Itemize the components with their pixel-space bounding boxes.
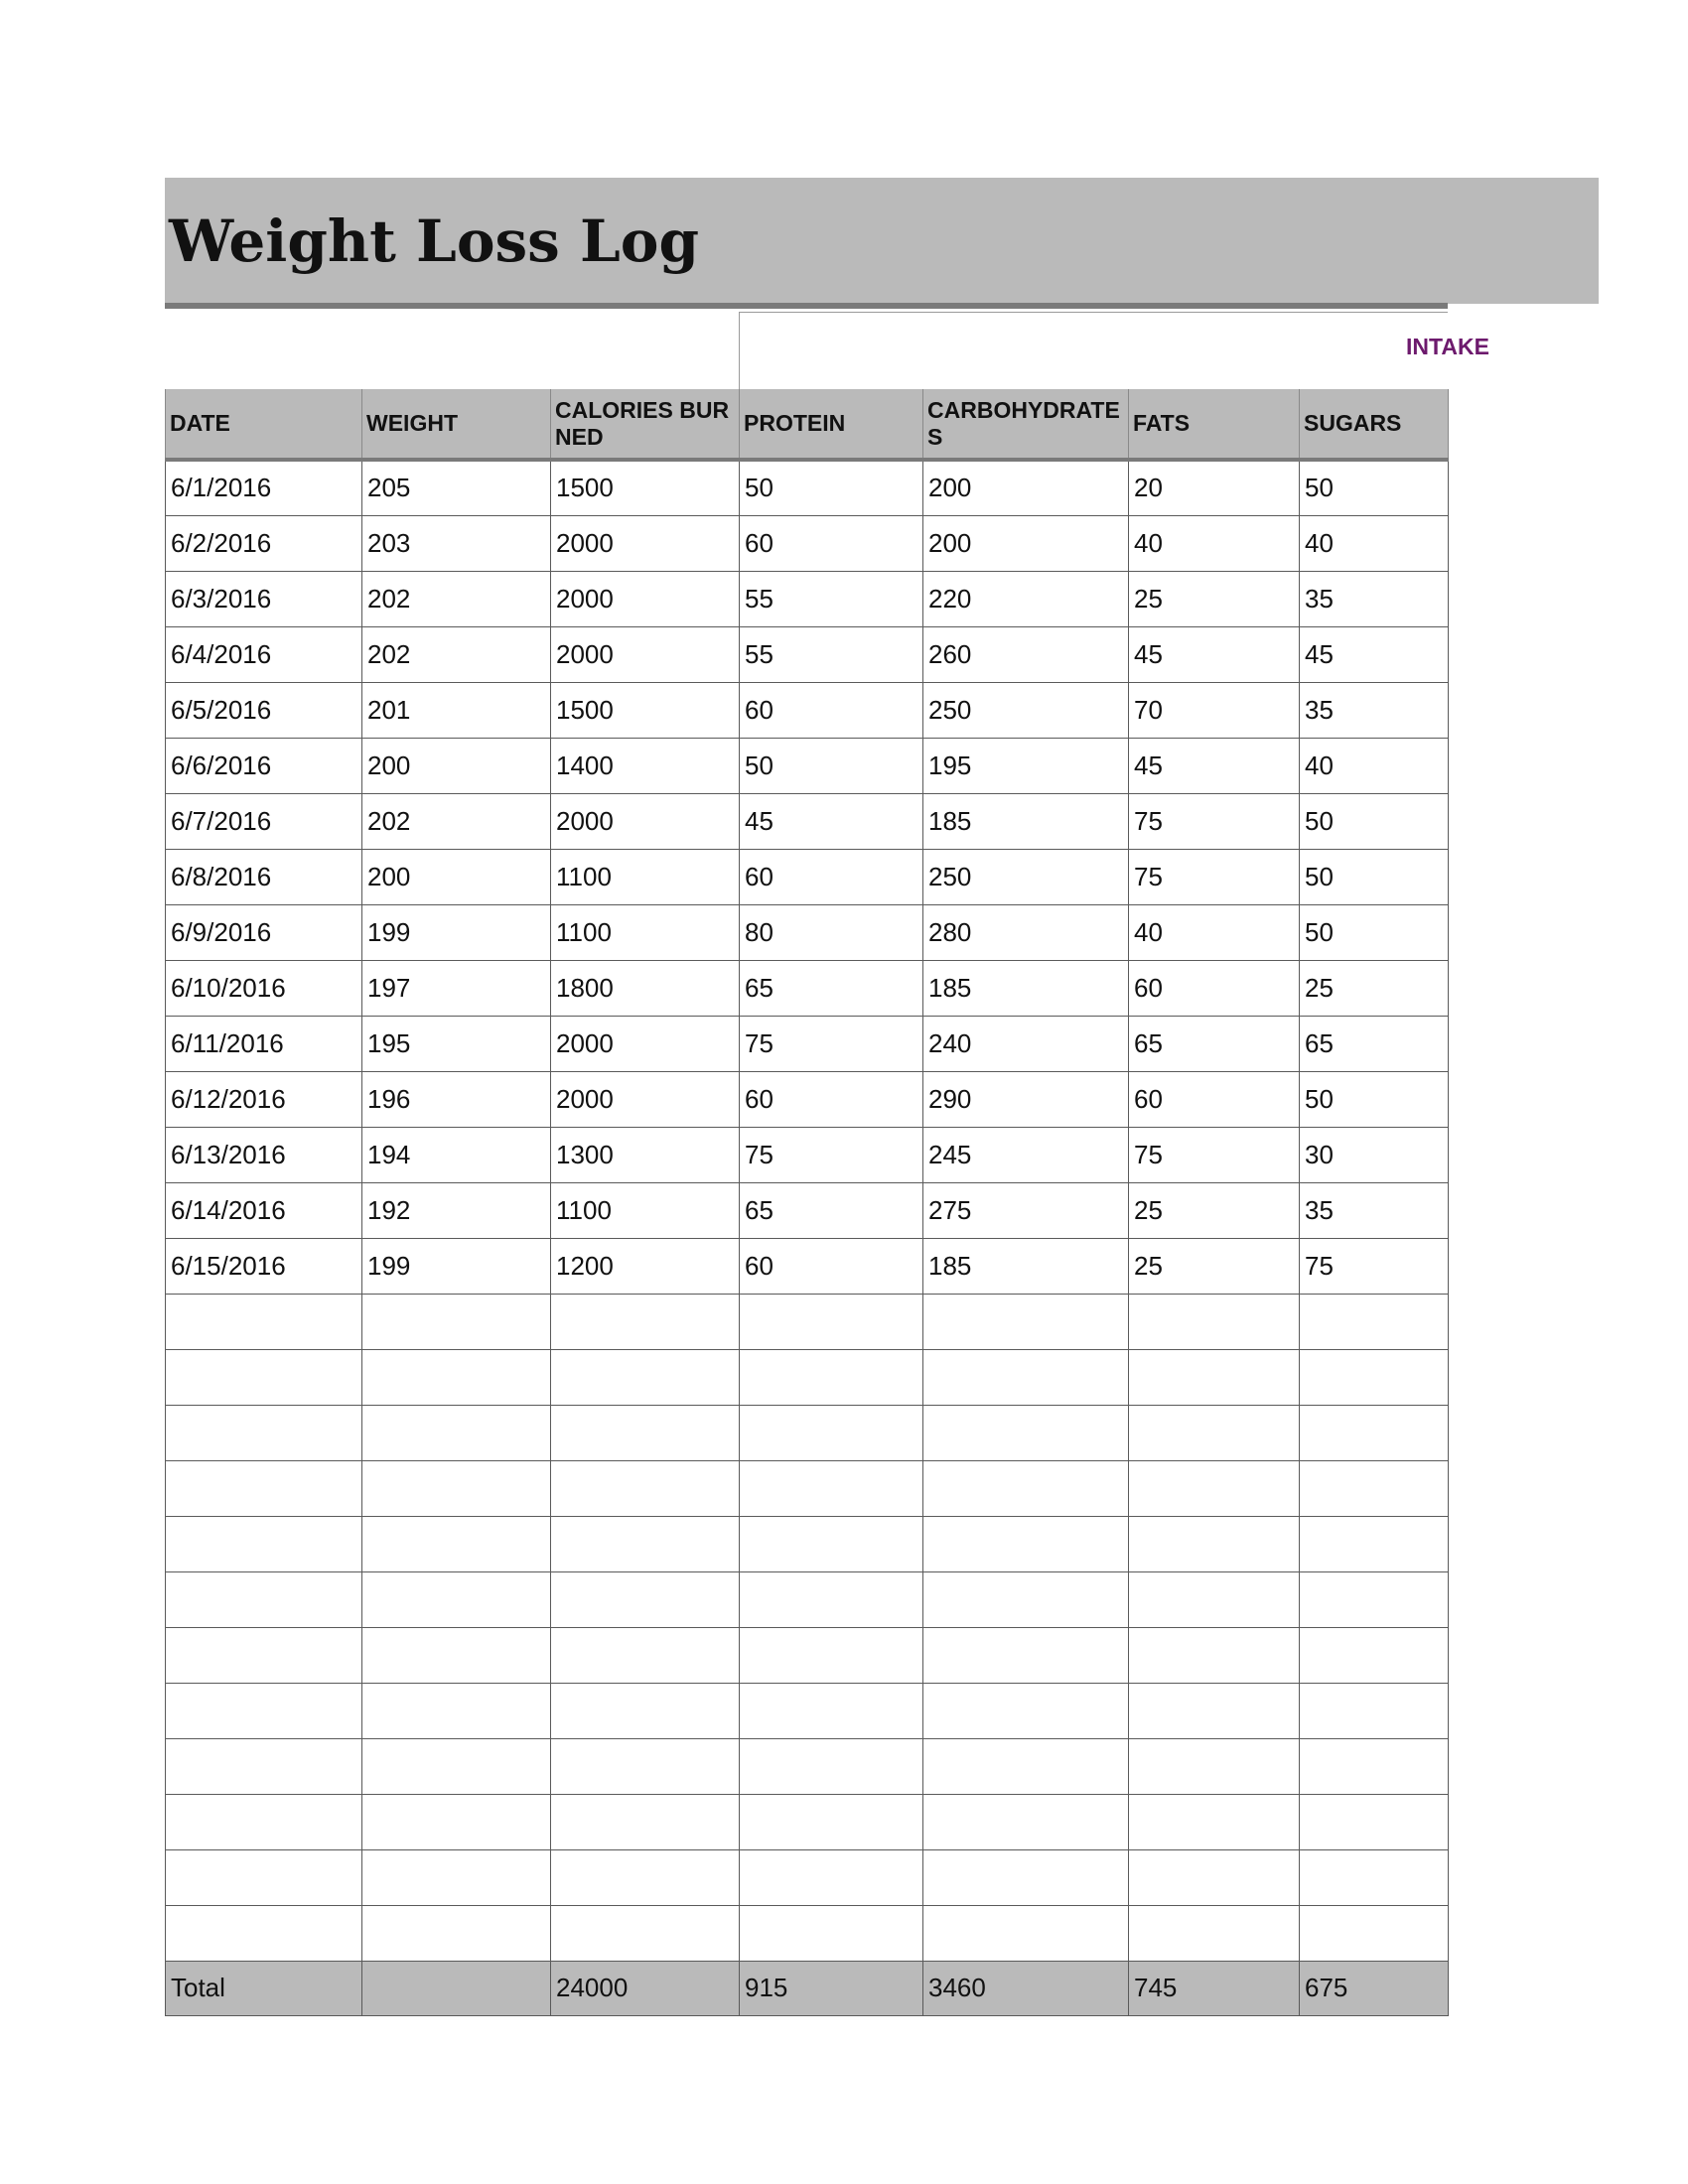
cell-protein: 75 xyxy=(740,1127,923,1182)
cell-weight: 200 xyxy=(362,849,551,904)
cell-weight xyxy=(362,1738,551,1794)
cell-date xyxy=(166,1849,362,1905)
cell-sugars: 50 xyxy=(1300,793,1449,849)
cell-sugars xyxy=(1300,1905,1449,1961)
cell-fats xyxy=(1129,1516,1300,1571)
title-divider xyxy=(165,303,1448,309)
column-header-date: DATE xyxy=(166,389,362,460)
table-row xyxy=(166,1683,1449,1738)
cell-calories-burned xyxy=(551,1460,740,1516)
cell-weight xyxy=(362,1794,551,1849)
cell-calories-burned: 1400 xyxy=(551,738,740,793)
cell-carbohydrates: 290 xyxy=(923,1071,1129,1127)
cell-sugars xyxy=(1300,1294,1449,1349)
cell-fats: 75 xyxy=(1129,849,1300,904)
total-row xyxy=(166,1961,1449,2015)
cell-calories-burned xyxy=(551,1294,740,1349)
cell-date: 6/11/2016 xyxy=(166,1016,362,1071)
cell-weight: 194 xyxy=(362,1127,551,1182)
cell-calories-burned xyxy=(551,1349,740,1405)
cell-protein xyxy=(740,1627,923,1683)
cell-sugars xyxy=(1300,1738,1449,1794)
cell-fats: 25 xyxy=(1129,1182,1300,1238)
cell-fats: 70 xyxy=(1129,682,1300,738)
cell-date: 6/9/2016 xyxy=(166,904,362,960)
cell-calories-burned: 2000 xyxy=(551,571,740,626)
cell-fats xyxy=(1129,1905,1300,1961)
cell-sugars xyxy=(1300,1571,1449,1627)
table-row xyxy=(166,1738,1449,1794)
table-row xyxy=(166,571,1449,626)
cell-fats: 65 xyxy=(1129,1016,1300,1071)
cell-fats xyxy=(1129,1849,1300,1905)
cell-date xyxy=(166,1349,362,1405)
table-row xyxy=(166,1849,1449,1905)
total-protein: 915 xyxy=(740,1961,923,2015)
cell-protein: 45 xyxy=(740,793,923,849)
cell-sugars: 25 xyxy=(1300,960,1449,1016)
table-row xyxy=(166,1460,1449,1516)
cell-fats: 25 xyxy=(1129,1238,1300,1294)
cell-calories-burned xyxy=(551,1905,740,1961)
cell-carbohydrates: 250 xyxy=(923,849,1129,904)
table-row xyxy=(166,1905,1449,1961)
column-header-calories-burned: CALORIES BURNED xyxy=(551,389,740,460)
cell-sugars: 45 xyxy=(1300,626,1449,682)
column-header-sugars: SUGARS xyxy=(1300,389,1449,460)
cell-calories-burned xyxy=(551,1683,740,1738)
total-weight xyxy=(362,1961,551,2015)
total-carbohydrates: 3460 xyxy=(923,1961,1129,2015)
cell-protein: 75 xyxy=(740,1016,923,1071)
cell-fats: 25 xyxy=(1129,571,1300,626)
table-row xyxy=(166,738,1449,793)
cell-sugars: 75 xyxy=(1300,1238,1449,1294)
cell-calories-burned: 1500 xyxy=(551,682,740,738)
cell-weight xyxy=(362,1294,551,1349)
cell-calories-burned xyxy=(551,1738,740,1794)
cell-fats: 20 xyxy=(1129,460,1300,515)
cell-sugars: 35 xyxy=(1300,1182,1449,1238)
cell-carbohydrates xyxy=(923,1683,1129,1738)
table-row xyxy=(166,1127,1449,1182)
cell-calories-burned: 1300 xyxy=(551,1127,740,1182)
column-header-weight: WEIGHT xyxy=(362,389,551,460)
cell-date xyxy=(166,1571,362,1627)
cell-date: 6/12/2016 xyxy=(166,1071,362,1127)
cell-carbohydrates: 195 xyxy=(923,738,1129,793)
cell-calories-burned xyxy=(551,1405,740,1460)
cell-date: 6/13/2016 xyxy=(166,1127,362,1182)
cell-sugars xyxy=(1300,1627,1449,1683)
total-sugars: 675 xyxy=(1300,1961,1449,2015)
cell-protein: 60 xyxy=(740,849,923,904)
cell-calories-burned: 2000 xyxy=(551,626,740,682)
cell-fats xyxy=(1129,1349,1300,1405)
table-row xyxy=(166,904,1449,960)
cell-date xyxy=(166,1294,362,1349)
cell-protein: 55 xyxy=(740,626,923,682)
cell-calories-burned: 1200 xyxy=(551,1238,740,1294)
cell-sugars: 35 xyxy=(1300,682,1449,738)
cell-protein: 60 xyxy=(740,515,923,571)
log-body xyxy=(166,460,1449,1961)
table-row xyxy=(166,1794,1449,1849)
cell-sugars xyxy=(1300,1405,1449,1460)
cell-sugars xyxy=(1300,1849,1449,1905)
cell-sugars xyxy=(1300,1683,1449,1738)
cell-weight xyxy=(362,1349,551,1405)
cell-fats: 45 xyxy=(1129,626,1300,682)
table-row xyxy=(166,1405,1449,1460)
cell-protein xyxy=(740,1571,923,1627)
cell-calories-burned: 1100 xyxy=(551,1182,740,1238)
cell-date xyxy=(166,1460,362,1516)
cell-carbohydrates: 260 xyxy=(923,626,1129,682)
cell-fats xyxy=(1129,1627,1300,1683)
cell-calories-burned xyxy=(551,1571,740,1627)
cell-protein: 50 xyxy=(740,460,923,515)
cell-carbohydrates: 240 xyxy=(923,1016,1129,1071)
cell-carbohydrates xyxy=(923,1571,1129,1627)
cell-sugars: 35 xyxy=(1300,571,1449,626)
cell-carbohydrates: 185 xyxy=(923,793,1129,849)
cell-weight: 196 xyxy=(362,1071,551,1127)
cell-fats xyxy=(1129,1794,1300,1849)
cell-protein: 60 xyxy=(740,682,923,738)
cell-calories-burned: 2000 xyxy=(551,1071,740,1127)
cell-sugars: 65 xyxy=(1300,1016,1449,1071)
table-row xyxy=(166,1071,1449,1127)
intake-group-label: INTAKE xyxy=(1406,334,1489,359)
cell-fats: 60 xyxy=(1129,960,1300,1016)
table-row xyxy=(166,1294,1449,1349)
cell-fats: 60 xyxy=(1129,1071,1300,1127)
cell-carbohydrates xyxy=(923,1905,1129,1961)
cell-protein: 65 xyxy=(740,1182,923,1238)
cell-date: 6/15/2016 xyxy=(166,1238,362,1294)
cell-weight xyxy=(362,1516,551,1571)
cell-carbohydrates xyxy=(923,1738,1129,1794)
cell-date xyxy=(166,1683,362,1738)
cell-calories-burned xyxy=(551,1794,740,1849)
table-row xyxy=(166,793,1449,849)
cell-carbohydrates: 200 xyxy=(923,460,1129,515)
cell-protein: 80 xyxy=(740,904,923,960)
cell-carbohydrates: 250 xyxy=(923,682,1129,738)
cell-weight xyxy=(362,1905,551,1961)
table-row xyxy=(166,1516,1449,1571)
cell-date xyxy=(166,1738,362,1794)
cell-carbohydrates xyxy=(923,1349,1129,1405)
cell-sugars: 50 xyxy=(1300,1071,1449,1127)
cell-carbohydrates: 185 xyxy=(923,960,1129,1016)
table-row xyxy=(166,849,1449,904)
cell-date: 6/14/2016 xyxy=(166,1182,362,1238)
cell-weight: 195 xyxy=(362,1016,551,1071)
cell-weight: 192 xyxy=(362,1182,551,1238)
cell-weight xyxy=(362,1849,551,1905)
cell-calories-burned: 2000 xyxy=(551,515,740,571)
cell-fats: 75 xyxy=(1129,1127,1300,1182)
cell-weight: 199 xyxy=(362,1238,551,1294)
cell-carbohydrates: 280 xyxy=(923,904,1129,960)
table-row xyxy=(166,1349,1449,1405)
cell-sugars xyxy=(1300,1460,1449,1516)
cell-sugars: 40 xyxy=(1300,515,1449,571)
cell-calories-burned: 1100 xyxy=(551,904,740,960)
cell-date: 6/2/2016 xyxy=(166,515,362,571)
table-row xyxy=(166,460,1449,515)
cell-calories-burned xyxy=(551,1627,740,1683)
cell-protein xyxy=(740,1405,923,1460)
table-row xyxy=(166,1238,1449,1294)
cell-weight: 202 xyxy=(362,626,551,682)
cell-fats: 40 xyxy=(1129,515,1300,571)
cell-protein xyxy=(740,1794,923,1849)
cell-date xyxy=(166,1516,362,1571)
cell-weight: 201 xyxy=(362,682,551,738)
cell-calories-burned: 2000 xyxy=(551,793,740,849)
cell-sugars xyxy=(1300,1516,1449,1571)
cell-carbohydrates xyxy=(923,1294,1129,1349)
cell-protein xyxy=(740,1460,923,1516)
cell-date: 6/1/2016 xyxy=(166,460,362,515)
cell-calories-burned: 1500 xyxy=(551,460,740,515)
cell-fats: 45 xyxy=(1129,738,1300,793)
table-row xyxy=(166,960,1449,1016)
cell-sugars: 30 xyxy=(1300,1127,1449,1182)
table-row xyxy=(166,515,1449,571)
cell-carbohydrates xyxy=(923,1794,1129,1849)
cell-calories-burned: 2000 xyxy=(551,1016,740,1071)
cell-weight: 203 xyxy=(362,515,551,571)
table-row xyxy=(166,1571,1449,1627)
table-row xyxy=(166,1182,1449,1238)
cell-weight: 205 xyxy=(362,460,551,515)
total-label: Total xyxy=(166,1961,362,2015)
cell-date xyxy=(166,1794,362,1849)
cell-weight: 197 xyxy=(362,960,551,1016)
cell-weight xyxy=(362,1460,551,1516)
cell-date: 6/3/2016 xyxy=(166,571,362,626)
cell-carbohydrates: 200 xyxy=(923,515,1129,571)
cell-sugars: 50 xyxy=(1300,904,1449,960)
cell-date: 6/6/2016 xyxy=(166,738,362,793)
cell-protein xyxy=(740,1294,923,1349)
cell-date: 6/8/2016 xyxy=(166,849,362,904)
page-title: Weight Loss Log xyxy=(169,207,700,275)
cell-weight xyxy=(362,1405,551,1460)
cell-calories-burned: 1800 xyxy=(551,960,740,1016)
cell-sugars: 50 xyxy=(1300,849,1449,904)
total-fats: 745 xyxy=(1129,1961,1300,2015)
cell-carbohydrates: 220 xyxy=(923,571,1129,626)
cell-fats: 40 xyxy=(1129,904,1300,960)
cell-fats: 75 xyxy=(1129,793,1300,849)
cell-protein: 60 xyxy=(740,1071,923,1127)
cell-date: 6/5/2016 xyxy=(166,682,362,738)
cell-protein xyxy=(740,1349,923,1405)
cell-fats xyxy=(1129,1571,1300,1627)
cell-weight xyxy=(362,1627,551,1683)
cell-carbohydrates: 185 xyxy=(923,1238,1129,1294)
cell-carbohydrates xyxy=(923,1405,1129,1460)
cell-protein xyxy=(740,1849,923,1905)
cell-protein: 60 xyxy=(740,1238,923,1294)
column-header-fats: FATS xyxy=(1129,389,1300,460)
cell-protein xyxy=(740,1738,923,1794)
cell-weight: 202 xyxy=(362,571,551,626)
cell-carbohydrates: 245 xyxy=(923,1127,1129,1182)
cell-protein xyxy=(740,1516,923,1571)
cell-carbohydrates xyxy=(923,1516,1129,1571)
cell-carbohydrates: 275 xyxy=(923,1182,1129,1238)
cell-sugars: 40 xyxy=(1300,738,1449,793)
header-row xyxy=(166,389,1449,460)
cell-carbohydrates xyxy=(923,1849,1129,1905)
cell-weight: 200 xyxy=(362,738,551,793)
table-row xyxy=(166,626,1449,682)
cell-calories-burned: 1100 xyxy=(551,849,740,904)
cell-date: 6/7/2016 xyxy=(166,793,362,849)
table-row xyxy=(166,1016,1449,1071)
total-calories-burned: 24000 xyxy=(551,1961,740,2015)
cell-protein: 50 xyxy=(740,738,923,793)
cell-weight xyxy=(362,1571,551,1627)
table-row xyxy=(166,1627,1449,1683)
weight-log-table xyxy=(165,389,1449,2016)
cell-date xyxy=(166,1627,362,1683)
cell-calories-burned xyxy=(551,1516,740,1571)
cell-fats xyxy=(1129,1738,1300,1794)
cell-fats xyxy=(1129,1405,1300,1460)
cell-sugars xyxy=(1300,1794,1449,1849)
cell-calories-burned xyxy=(551,1849,740,1905)
cell-carbohydrates xyxy=(923,1460,1129,1516)
column-header-carbohydrates: CARBOHYDRATES xyxy=(923,389,1129,460)
cell-carbohydrates xyxy=(923,1627,1129,1683)
cell-protein xyxy=(740,1905,923,1961)
cell-protein xyxy=(740,1683,923,1738)
cell-date: 6/10/2016 xyxy=(166,960,362,1016)
cell-sugars: 50 xyxy=(1300,460,1449,515)
cell-date xyxy=(166,1405,362,1460)
cell-weight: 199 xyxy=(362,904,551,960)
cell-fats xyxy=(1129,1683,1300,1738)
cell-weight xyxy=(362,1683,551,1738)
cell-protein: 55 xyxy=(740,571,923,626)
cell-fats xyxy=(1129,1294,1300,1349)
cell-date: 6/4/2016 xyxy=(166,626,362,682)
cell-fats xyxy=(1129,1460,1300,1516)
cell-date xyxy=(166,1905,362,1961)
table-row xyxy=(166,682,1449,738)
cell-weight: 202 xyxy=(362,793,551,849)
cell-sugars xyxy=(1300,1349,1449,1405)
cell-protein: 65 xyxy=(740,960,923,1016)
column-header-protein: PROTEIN xyxy=(740,389,923,460)
